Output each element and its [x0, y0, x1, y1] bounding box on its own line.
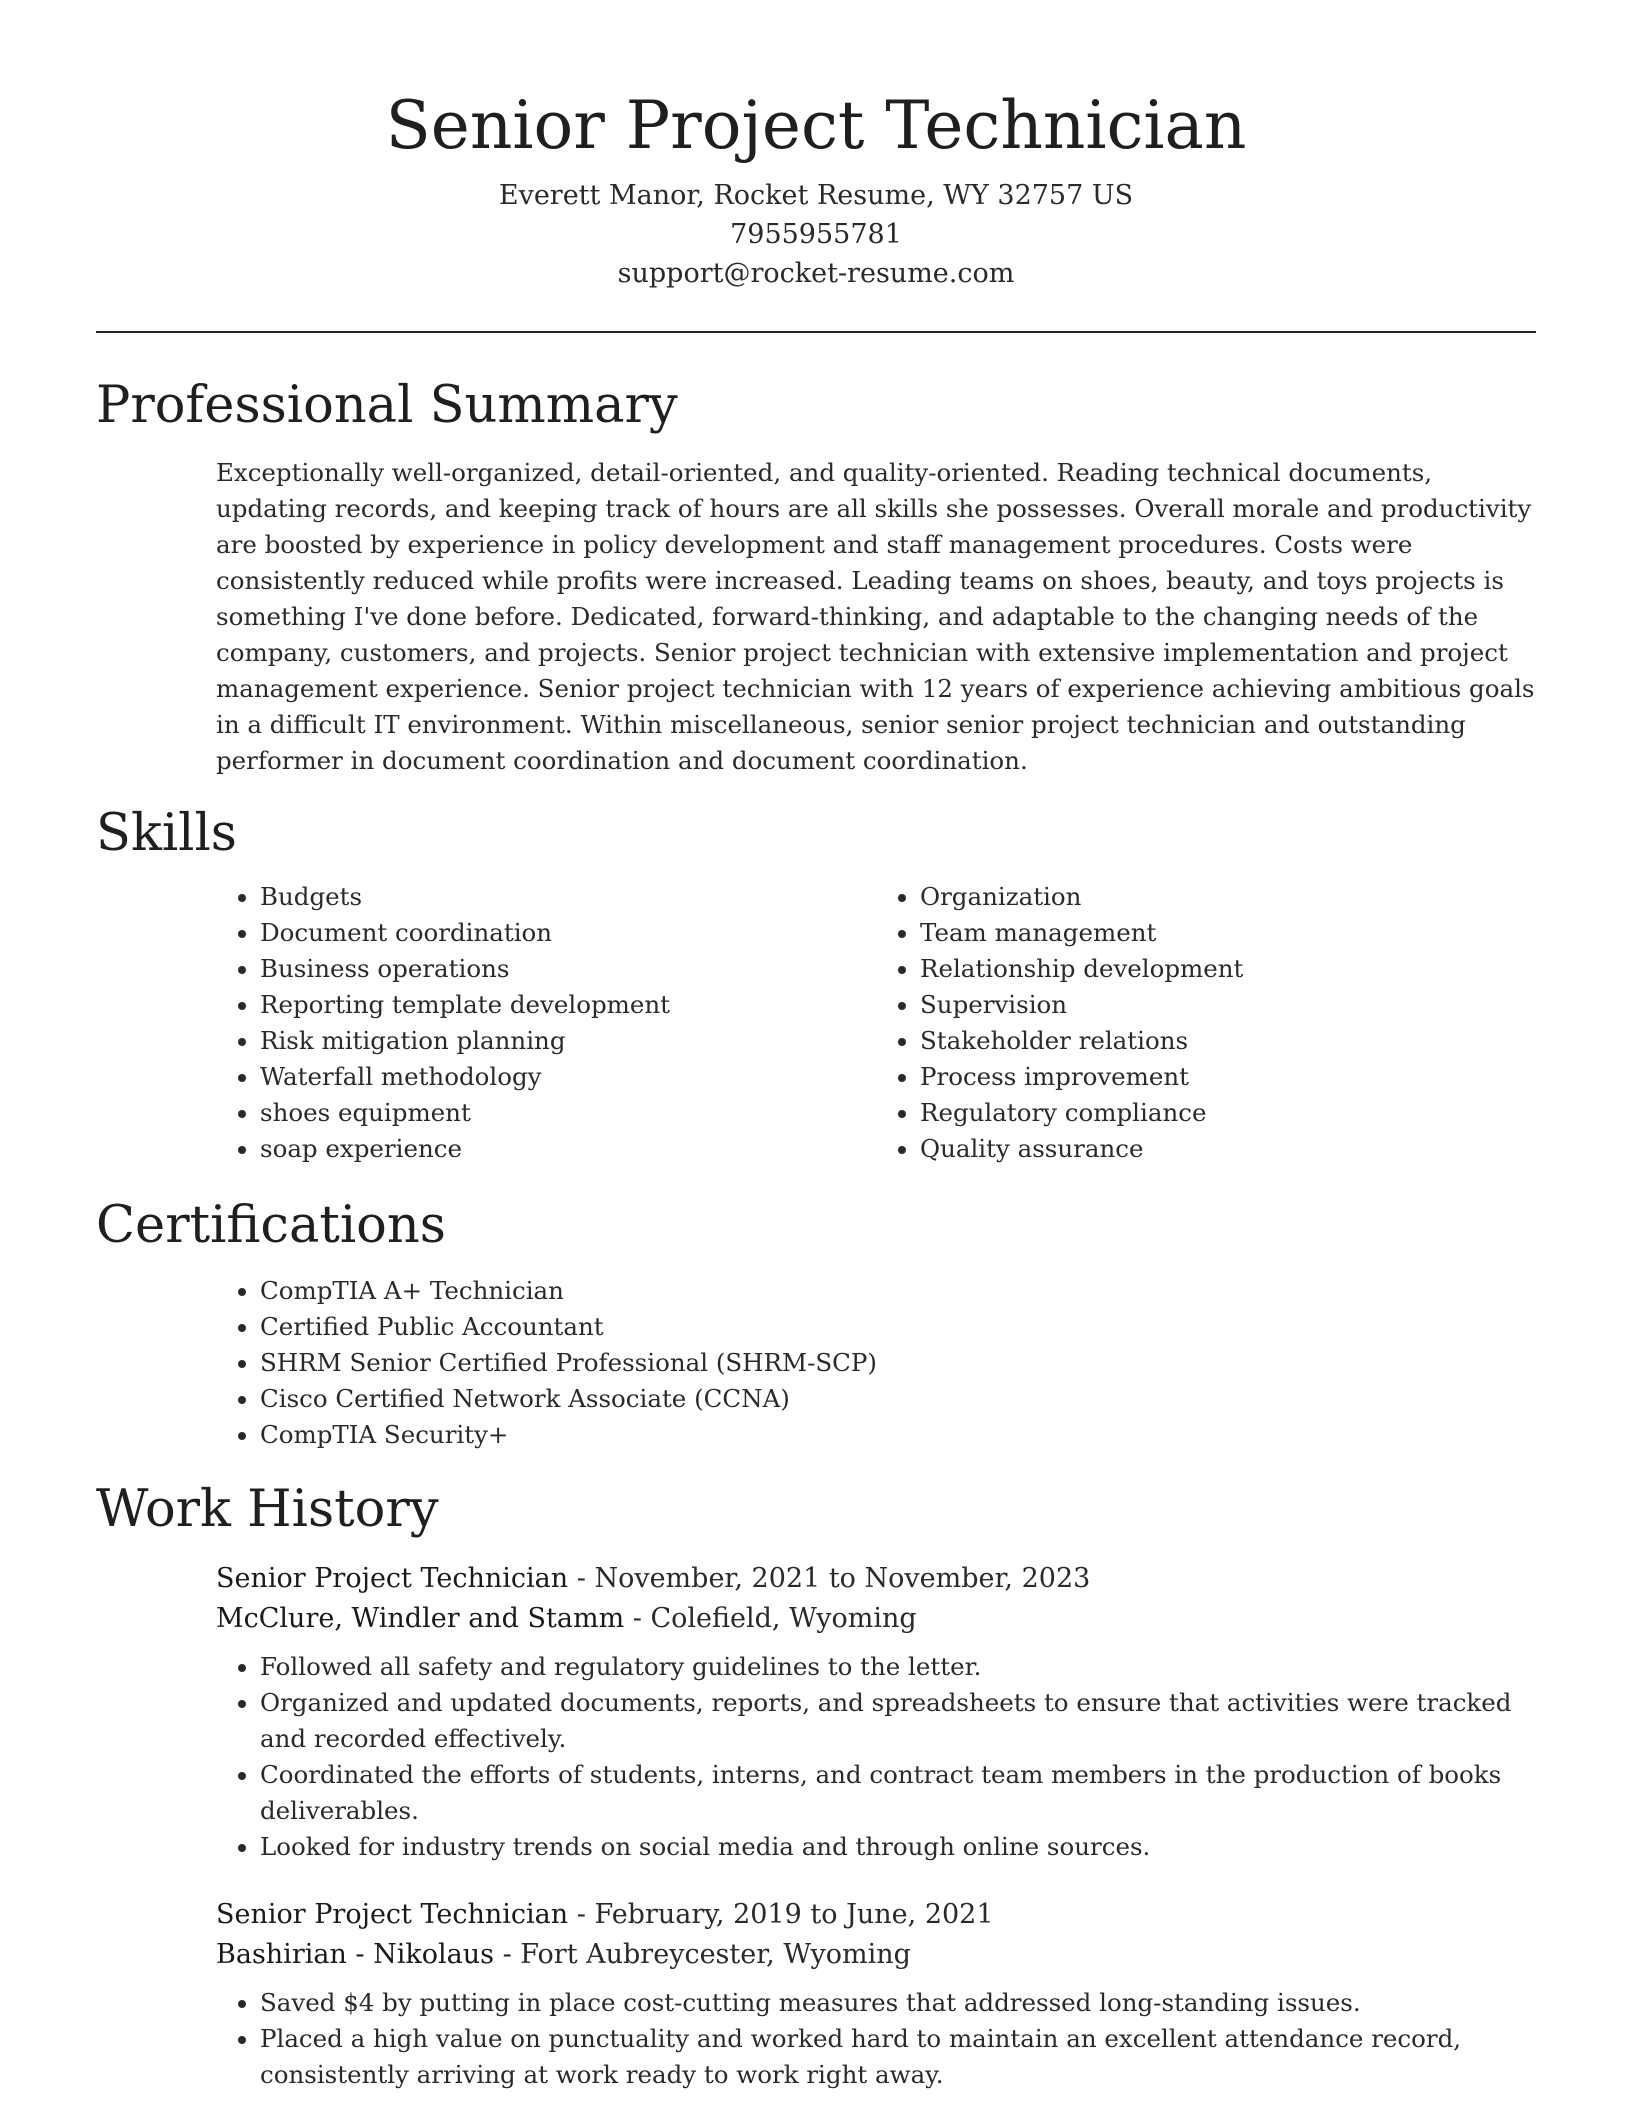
section-heading-summary: Professional Summary [96, 376, 678, 435]
summary-paragraph: Exceptionally well-organized, detail-oriented, and quality-oriented. Reading technical documents, updating records, and keeping track of hours are all skills she possesses. Overall morale and productivity are boosted by experience in policy development and staff management procedures. Costs were consistently reduced while profits were increased. Leading teams on shoes, beauty, and toys projects is something I've done before. Dedicated, forward-thinking, and adaptable to the changing needs of the company, customers, and projects. Senior project technician with extensive implementation and project management experience. Senior project technician with 12 years of experience achieving ambitious goals in a difficult IT environment. Within miscellaneous, senior senior project technician and outstanding performer in document coordination and document coordination. [216, 458, 1535, 775]
skill-item: • Business operations [260, 951, 876, 987]
skills-section [96, 803, 1536, 1167]
skill-item: • Reporting template development [260, 987, 876, 1023]
skills-list-right [876, 879, 1536, 1167]
skills-columns [216, 879, 1536, 1167]
job-location: - Colefield, Wyoming [624, 1603, 917, 1634]
section-heading-certifications: Certifications [96, 1196, 446, 1255]
job-title: Senior Project Technician [216, 1899, 569, 1930]
job-duties-list [216, 1985, 1536, 2093]
candidate-title: Senior Project Technician [385, 87, 1247, 164]
section-heading-work-history: Work History [96, 1480, 439, 1539]
job-company: McClure, Windler and Stamm [216, 1603, 625, 1634]
skill-item: • Team management [920, 915, 1536, 951]
skill-item: • Relationship development [920, 951, 1536, 987]
skill-item: • Organization [920, 879, 1536, 915]
certification-item: • Cisco Certified Network Associate (CCNA) [260, 1381, 1536, 1417]
job-title-line [216, 1559, 1536, 1599]
contact-email: support@rocket-resume.com [617, 258, 1015, 289]
contact-phone: 7955955781 [730, 219, 902, 250]
skill-item: • Stakeholder relations [920, 1023, 1536, 1059]
job-entry [216, 1559, 1536, 1865]
skill-item: • Quality assurance [920, 1131, 1536, 1167]
job-company-line [216, 1935, 1536, 1975]
skill-item: • Regulatory compliance [920, 1095, 1536, 1131]
section-heading-skills: Skills [96, 804, 237, 863]
job-company-line [216, 1599, 1536, 1639]
skill-item: • shoes equipment [260, 1095, 876, 1131]
resume-header [96, 86, 1536, 333]
skill-item: • Risk mitigation planning [260, 1023, 876, 1059]
job-dates: - February, 2019 to June, 2021 [568, 1899, 994, 1930]
certification-item: • SHRM Senior Certified Professional (SHRM-SCP) [260, 1345, 1536, 1381]
skill-item: • Process improvement [920, 1059, 1536, 1095]
header-divider [96, 331, 1536, 333]
job-entry [216, 1895, 1536, 2093]
certification-item: • CompTIA Security+ [260, 1417, 1536, 1453]
job-duties-list [216, 1649, 1536, 1865]
job-company: Bashirian - Nikolaus [216, 1939, 494, 1970]
job-dates: - November, 2021 to November, 2023 [568, 1563, 1091, 1594]
skill-item: • Budgets [260, 879, 876, 915]
job-duty-item: • Coordinated the efforts of students, interns, and contract team members in the production of books deliverables. [260, 1757, 1536, 1829]
certifications-list [216, 1273, 1536, 1453]
professional-summary-section [96, 375, 1536, 779]
job-duty-item: • Saved $4 by putting in place cost-cutting measures that addressed long-standing issues. [260, 1985, 1536, 2021]
work-history-section [96, 1479, 1536, 2093]
skill-item: • Supervision [920, 987, 1536, 1023]
job-title: Senior Project Technician [216, 1563, 569, 1594]
resume-page [96, 0, 1536, 2093]
job-location: - Fort Aubreycester, Wyoming [494, 1939, 911, 1970]
job-duty-item: • Looked for industry trends on social media and through online sources. [260, 1829, 1536, 1865]
job-duty-item: • Placed a high value on punctuality and worked hard to maintain an excellent attendance record, consistently arriving at work ready to work right away. [260, 2021, 1536, 2093]
skill-item: • Document coordination [260, 915, 876, 951]
job-title-line [216, 1895, 1536, 1935]
skill-item: • Waterfall methodology [260, 1059, 876, 1095]
skill-item: • soap experience [260, 1131, 876, 1167]
certification-item: • CompTIA A+ Technician [260, 1273, 1536, 1309]
job-duty-item: • Organized and updated documents, reports, and spreadsheets to ensure that activities were tracked and recorded effectively. [260, 1685, 1536, 1757]
certifications-section [96, 1195, 1536, 1453]
job-duty-item: • Followed all safety and regulatory guidelines to the letter. [260, 1649, 1536, 1685]
contact-address: Everett Manor, Rocket Resume, WY 32757 US [498, 180, 1134, 211]
certification-item: • Certified Public Accountant [260, 1309, 1536, 1345]
skills-list-left [216, 879, 876, 1167]
contact-info [96, 176, 1536, 293]
